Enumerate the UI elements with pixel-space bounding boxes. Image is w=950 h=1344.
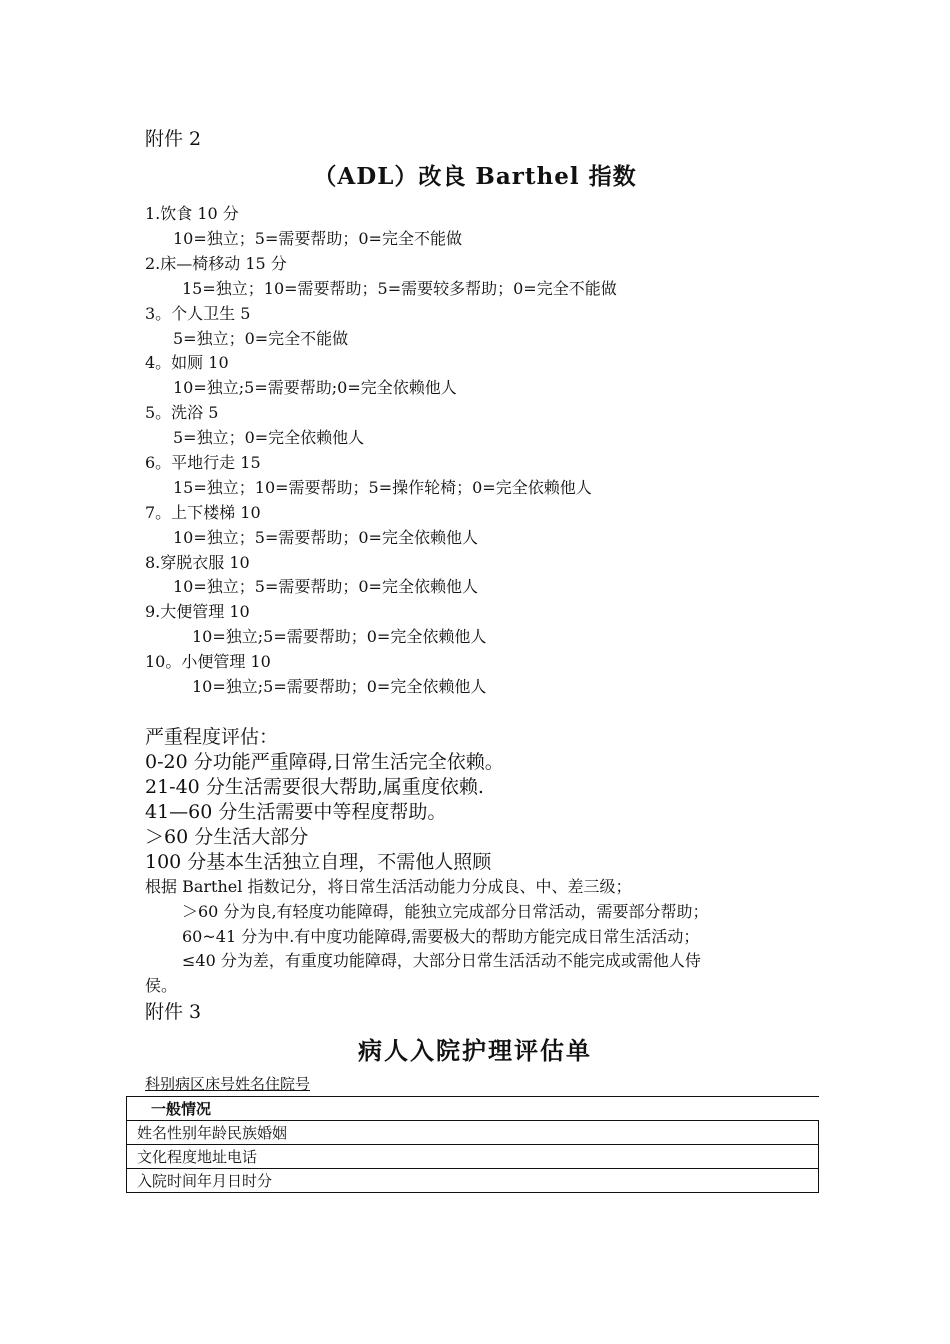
assessment-form-table (126, 1096, 819, 1193)
item-detail: 5=独立；0=完全不能做 (173, 329, 349, 348)
section-general-info: 一般情况 (127, 1097, 819, 1121)
adl-title: （ADL）改良 Barthel 指数 (313, 163, 637, 190)
item-head: 5。洗浴 5 (145, 403, 219, 422)
grading-medium: 60~41 分为中.有中度功能障碍,需要极大的帮助方能完成日常生活活动； (182, 927, 700, 946)
form-row-personal[interactable]: 姓名性别年龄民族婚姻 (127, 1121, 819, 1145)
form-header-line: 科别病区床号姓名住院号 (145, 1075, 311, 1093)
table-row (127, 1145, 819, 1169)
item-detail: 5=独立；0=完全依赖他人 (173, 428, 365, 447)
item-detail: 10=独立；5=需要帮助；0=完全依赖他人 (173, 528, 478, 547)
attachment-2-label: 附件 2 (145, 128, 202, 150)
item-head: 8.穿脱衣服 10 (145, 553, 250, 572)
attachment-3-label: 附件 3 (145, 1001, 202, 1023)
severity-line: 21-40 分生活需要很大帮助,属重度依赖. (145, 776, 484, 798)
item-head: 9.大便管理 10 (145, 602, 250, 621)
severity-line: 0-20 分功能严重障碍,日常生活完全依赖。 (145, 751, 504, 773)
form-row-admission[interactable]: 入院时间年月日时分 (127, 1169, 819, 1193)
item-head: 6。平地行走 15 (145, 453, 261, 472)
item-head: 7。上下楼梯 10 (145, 503, 261, 522)
severity-line: 41—60 分生活需要中等程度帮助。 (145, 801, 447, 823)
form-title: 病人入院护理评估单 (358, 1036, 592, 1065)
form-row-education[interactable]: 文化程度地址电话 (127, 1145, 819, 1169)
table-row (127, 1097, 819, 1121)
item-head: 1.饮食 10 分 (145, 204, 239, 223)
item-detail: 10=独立；5=需要帮助；0=完全不能做 (173, 229, 462, 248)
item-detail: 15=独立；10=需要帮助；5=操作轮椅；0=完全依赖他人 (173, 478, 592, 497)
grading-poor: ≤40 分为差，有重度功能障碍，大部分日常生活活动不能完成或需他人侍 (182, 951, 701, 970)
severity-heading: 严重程度评估： (145, 726, 279, 748)
item-detail: 10=独立;5=需要帮助；0=完全依赖他人 (192, 627, 487, 646)
item-detail: 10=独立;5=需要帮助；0=完全依赖他人 (192, 677, 487, 696)
item-head: 10。小便管理 10 (145, 652, 271, 671)
item-detail: 10=独立；5=需要帮助；0=完全依赖他人 (173, 577, 478, 596)
item-detail: 15=独立；10=需要帮助；5=需要较多帮助；0=完全不能做 (182, 279, 617, 298)
severity-line: ＞60 分生活大部分 (145, 826, 309, 848)
grading-poor-continued: 侯。 (145, 976, 178, 995)
table-row (127, 1169, 819, 1193)
item-detail: 10=独立;5=需要帮助;0=完全依赖他人 (173, 378, 457, 397)
item-head: 4。如厕 10 (145, 353, 229, 372)
severity-line: 100 分基本生活独立自理，不需他人照顾 (145, 851, 492, 873)
table-row (127, 1121, 819, 1145)
grading-good: ＞60 分为良,有轻度功能障碍，能独立完成部分日常活动，需要部分帮助； (182, 902, 709, 921)
grading-intro: 根据 Barthel 指数记分，将日常生活活动能力分成良、中、差三级； (145, 877, 632, 896)
item-head: 3。个人卫生 5 (145, 304, 251, 323)
item-head: 2.床—椅移动 15 分 (145, 254, 287, 273)
